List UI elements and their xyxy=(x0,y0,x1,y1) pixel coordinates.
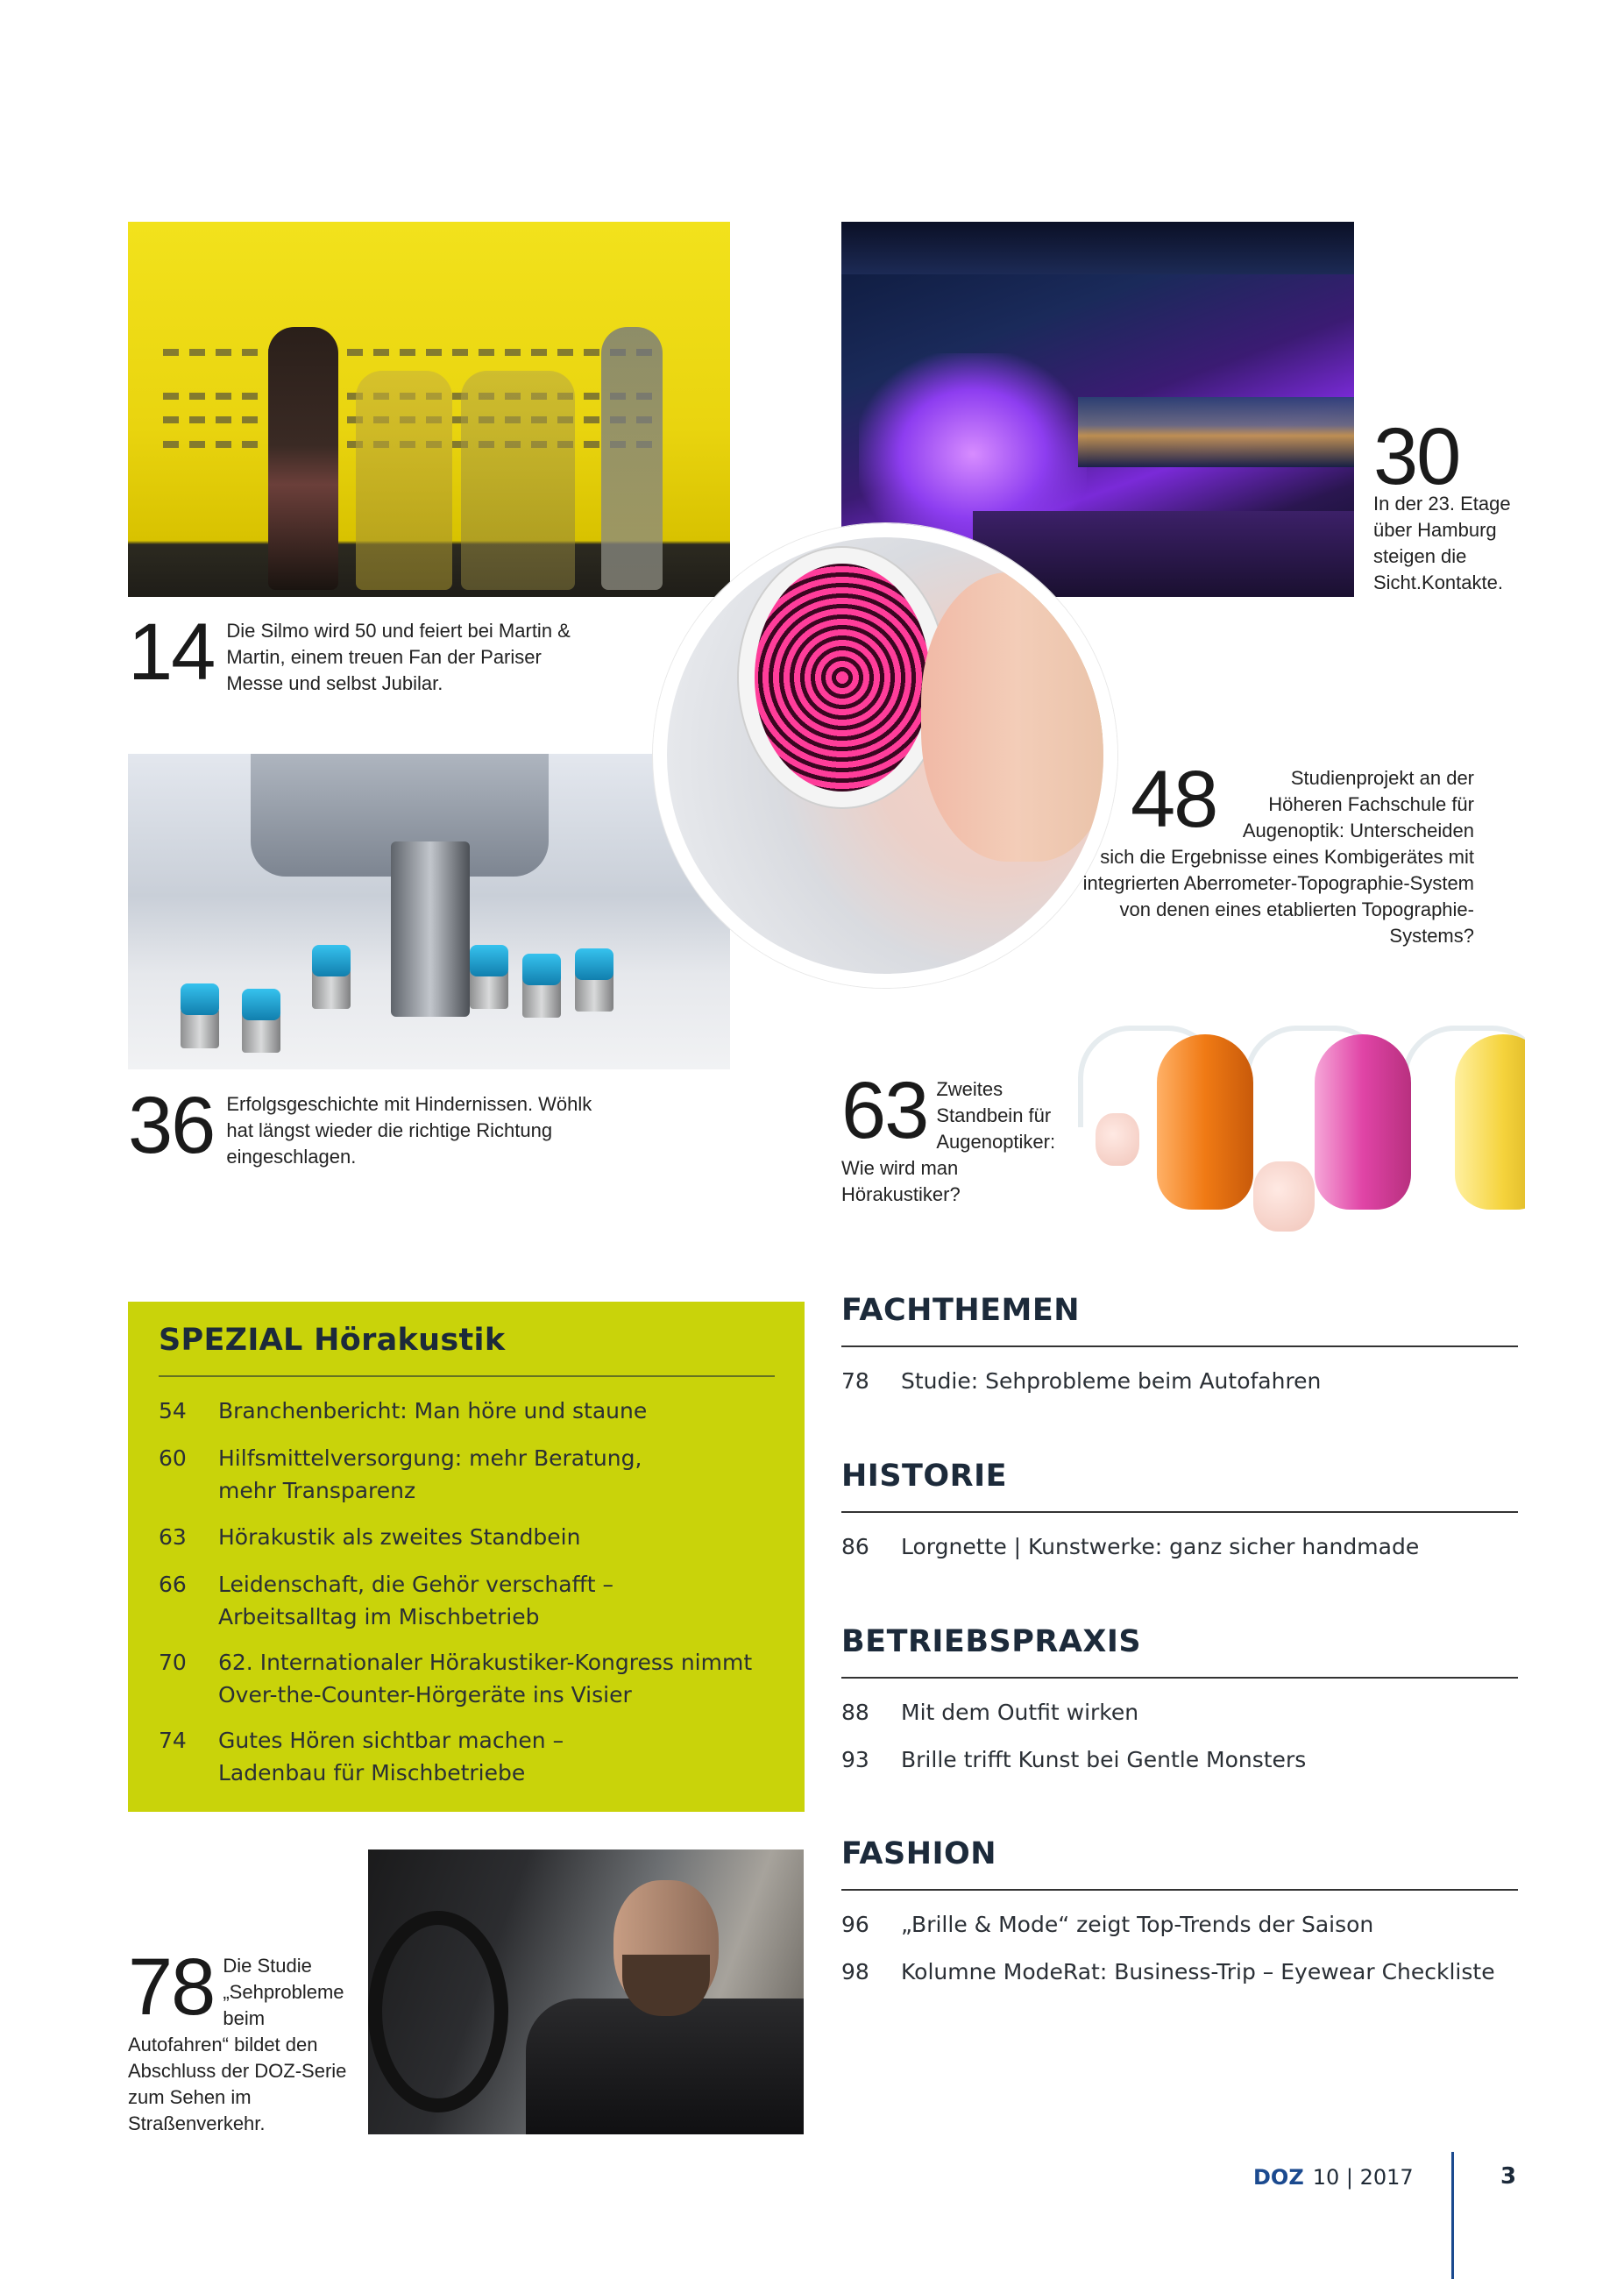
orange-hearing-aid xyxy=(1157,1034,1253,1210)
footer-issue xyxy=(1253,2165,1414,2190)
toc-title: Brille trifft Kunst bei Gentle Monsters xyxy=(901,1747,1307,1772)
blue-cap xyxy=(242,989,280,1020)
toc-page-number: 60 xyxy=(159,1445,187,1471)
toc-entry[interactable] xyxy=(841,1743,1306,1776)
ear-dome xyxy=(1253,1161,1315,1232)
woehlk-machine-photo xyxy=(128,754,730,1069)
visitor-figure xyxy=(268,327,338,590)
toc-page-number: 74 xyxy=(159,1728,187,1753)
feature-topographie xyxy=(1071,755,1474,949)
yellow-hearing-aid xyxy=(1455,1034,1525,1210)
toc-entry[interactable] xyxy=(159,1568,613,1633)
spezial-title: SPEZIAL Hörakustik xyxy=(159,1323,506,1358)
visitor-figure xyxy=(601,327,663,590)
toc-entry[interactable] xyxy=(841,1365,1321,1397)
section-heading-fachthemen: FACHTHEMEN xyxy=(841,1293,1081,1328)
toc-entry[interactable] xyxy=(159,1724,564,1789)
feature-number: 63 xyxy=(841,1066,928,1155)
pink-hearing-aid xyxy=(1315,1034,1411,1210)
blue-cap xyxy=(522,954,561,985)
spezial-divider xyxy=(159,1375,775,1377)
feature-hamburg xyxy=(1373,412,1549,596)
machine-nozzle xyxy=(391,841,470,1017)
section-divider xyxy=(841,1511,1518,1513)
topographer-circle-photo xyxy=(653,523,1117,988)
toc-entry[interactable] xyxy=(159,1646,752,1711)
city-skyline xyxy=(1078,397,1354,467)
feature-hoerakustik xyxy=(841,1066,1069,1208)
blue-cap xyxy=(181,983,219,1015)
toc-entry[interactable] xyxy=(841,1956,1495,1988)
section-heading-fashion: FASHION xyxy=(841,1836,997,1871)
toc-page-number: 66 xyxy=(159,1572,187,1597)
blue-cap xyxy=(575,948,613,980)
feature-text: In der 23. Etage über Hamburg steigen die Sicht.Kontakte. xyxy=(1373,493,1511,593)
issue-number: 10 | 2017 xyxy=(1312,2165,1414,2190)
feature-number: 48 xyxy=(1131,755,1217,844)
toc-title: Kolumne ModeRat: Business-Trip – Eyewear Checkliste xyxy=(901,1959,1495,1984)
toc-title: Leidenschaft, die Gehör verschafft – Arbeitsalltag im Mischbetrieb xyxy=(218,1572,614,1629)
magazine-brand: DOZ xyxy=(1253,2165,1304,2190)
feature-number: 36 xyxy=(128,1081,215,1170)
toc-title: Mit dem Outfit wirken xyxy=(901,1700,1139,1725)
feature-text: Die Studie „Sehprobleme beim Autofahren“ bildet den Abschluss der DOZ-Serie zum Sehen im Straßenverkehr. xyxy=(128,1955,347,2134)
toc-entry[interactable] xyxy=(159,1395,647,1427)
feature-text: Erfolgsgeschichte mit Hindernissen. Wöhlk hat längst wieder die richtige Richtung eingeschlagen. xyxy=(226,1093,592,1168)
toc-page-number: 93 xyxy=(841,1747,869,1772)
toc-page-number: 86 xyxy=(841,1534,869,1559)
section-divider xyxy=(841,1345,1518,1347)
toc-title: 62. Internationaler Hörakustiker-Kongress nimmt Over-the-Counter-Hörgeräte ins Visier xyxy=(218,1650,753,1707)
feature-text: Die Silmo wird 50 und feiert bei Martin & Martin, einem treuen Fan der Pariser Messe und selbst Jubilar. xyxy=(226,620,571,694)
toc-entry[interactable] xyxy=(159,1442,642,1507)
steering-wheel xyxy=(368,1911,508,2112)
footer-divider xyxy=(1451,2152,1454,2279)
section-divider xyxy=(841,1677,1518,1679)
feature-woehlk xyxy=(128,1081,619,1170)
toc-title: Hörakustik als zweites Standbein xyxy=(218,1524,581,1550)
toc-page-number: 54 xyxy=(159,1398,187,1423)
toc-page-number: 63 xyxy=(159,1524,187,1550)
eyewear-display-row xyxy=(163,349,654,356)
toc-title: „Brille & Mode“ zeigt Top-Trends der Saison xyxy=(901,1912,1374,1937)
page-number: 3 xyxy=(1500,2163,1517,2190)
toc-page-number: 98 xyxy=(841,1959,869,1984)
feature-sehprobleme xyxy=(128,1942,356,2137)
blurred-visitor xyxy=(356,371,452,590)
leather-jacket xyxy=(526,1999,804,2134)
feature-silmo xyxy=(128,607,619,697)
toc-page-number: 96 xyxy=(841,1912,869,1937)
driver-photo xyxy=(368,1849,804,2134)
spezial-hoerakustik-box xyxy=(128,1302,805,1812)
toc-title: Hilfsmittelversorgung: mehr Beratung, mehr Transparenz xyxy=(218,1445,642,1503)
section-heading-betriebspraxis: BETRIEBSPRAXIS xyxy=(841,1624,1142,1659)
feature-text: Studienprojekt an der Höheren Fachschule für Augenoptik: Unterscheiden sich die Ergebnisse eines Kombigerätes mit integrierten Aberrometer-Topographie-System von denen eines etablierten Topographie-Systems? xyxy=(1082,767,1474,947)
toc-entry[interactable] xyxy=(841,1696,1138,1729)
toc-entry[interactable] xyxy=(841,1530,1419,1563)
section-divider xyxy=(841,1889,1518,1891)
silmo-photo xyxy=(128,222,730,597)
toc-title: Lorgnette | Kunstwerke: ganz sicher handmade xyxy=(901,1534,1420,1559)
feature-text: Zweites Standbein für Augenoptiker: Wie wird man Hörakustiker? xyxy=(841,1078,1056,1205)
blue-cap xyxy=(312,945,351,976)
toc-entry[interactable] xyxy=(841,1908,1373,1941)
feature-number: 30 xyxy=(1373,412,1460,501)
blue-cap xyxy=(470,945,508,976)
toc-page-number: 88 xyxy=(841,1700,869,1725)
toc-title: Studie: Sehprobleme beim Autofahren xyxy=(901,1368,1322,1394)
roof-structure xyxy=(841,222,1354,274)
toc-entry[interactable] xyxy=(159,1521,580,1553)
blurred-visitor xyxy=(461,371,575,590)
ear-dome xyxy=(1096,1113,1139,1166)
toc-page-number: 78 xyxy=(841,1368,869,1394)
toc-title: Branchenbericht: Man höre und staune xyxy=(218,1398,648,1423)
toc-title: Gutes Hören sichtbar machen – Ladenbau für Mischbetriebe xyxy=(218,1728,564,1786)
feature-number: 14 xyxy=(128,607,215,697)
section-heading-historie: HISTORIE xyxy=(841,1459,1008,1494)
toc-page-number: 70 xyxy=(159,1650,187,1675)
feature-number: 78 xyxy=(128,1942,215,2032)
placido-ring-disc xyxy=(755,564,930,792)
